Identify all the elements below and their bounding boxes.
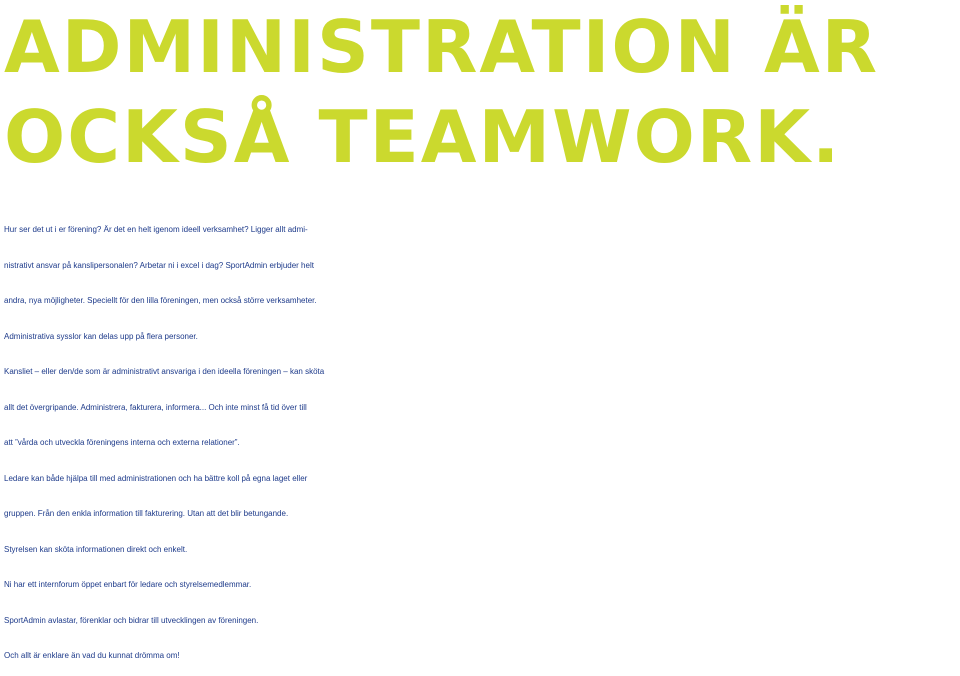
body-line-12: SportAdmin avlastar, förenklar och bidrar till utvecklingen av föreningen. xyxy=(4,615,259,625)
body-line-11: Ni har ett internforum öppet enbart för ledare och styrelsemedlemmar. xyxy=(4,580,252,589)
body-line-10: Styrelsen kan sköta informationen direkt och enkelt. xyxy=(4,544,188,554)
body-line-7: att ”vårda och utveckla föreningens interna och externa relationer”. xyxy=(4,438,240,447)
body-line-4: Administrativa sysslor kan delas upp på flera personer. xyxy=(4,331,198,341)
body-line-5: Kansliet – eller den/de som är administrativt ansvariga i den ideella föreningen – kan sköta xyxy=(4,367,325,376)
body-line-13: Och allt är enklare än vad du kunnat drömma om! xyxy=(4,651,180,660)
body-paragraph xyxy=(4,212,956,674)
headline-line-1: ADMINISTRATION ÄR xyxy=(4,5,880,89)
body-line-1: Hur ser det ut i er förening? Är det en helt igenom ideell verksamhet? Ligger allt admi- xyxy=(4,225,308,234)
body-line-3: andra, nya möjligheter. Speciellt för den lilla föreningen, men också större verksamheter. xyxy=(4,296,317,305)
body-line-8: Ledare kan både hjälpa till med administrationen och ha bättre koll på egna laget eller xyxy=(4,473,308,483)
body-line-6: allt det övergripande. Administrera, fakturera, informera... Och inte minst få tid över till xyxy=(4,402,307,412)
body-line-2: nistrativt ansvar på kanslipersonalen? Arbetar ni i excel i dag? SportAdmin erbjuder helt xyxy=(4,260,314,270)
body-line-9: gruppen. Från den enkla information till fakturering. Utan att det blir betungande. xyxy=(4,509,289,518)
headline-line-2: OCKSÅ TEAMWORK. xyxy=(4,95,842,179)
headline xyxy=(4,2,879,182)
